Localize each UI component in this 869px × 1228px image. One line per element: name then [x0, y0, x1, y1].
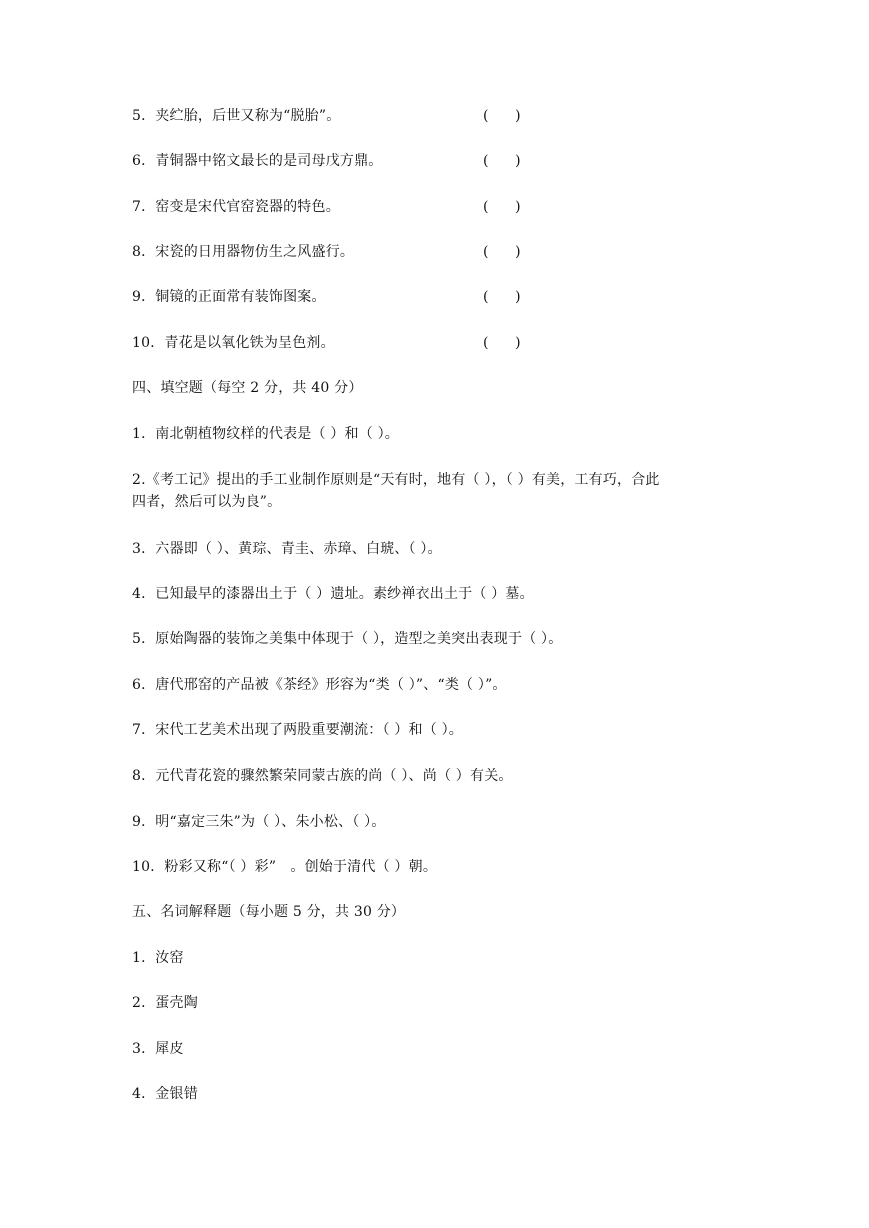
section-heading-definitions: 五、名词解释题（每小题 5 分，共 30 分）	[132, 904, 406, 920]
tf-item-6: 6．青铜器中铭文最长的是司母戊方鼎。	[132, 153, 383, 169]
definition-item-3: 3．犀皮	[132, 1041, 184, 1057]
fill-blank-item-6: 6．唐代邢窑的产品被《茶经》形容为“类（ ）”、“类（ ）”。	[132, 677, 507, 693]
fill-blank-item-3: 3．六器即（ ）、黄琮、青圭、赤璋、白琥、（ ）。	[132, 541, 442, 557]
tf-item-8: 8．宋瓷的日用器物仿生之风盛行。	[132, 244, 355, 260]
fill-blank-item-2: 2.《考工记》提出的手工业制作原则是“天有时，地有（ ），（ ）有美，工有巧，合此	[132, 472, 660, 488]
section-heading-fill-blank: 四、填空题（每空 2 分，共 40 分）	[132, 380, 363, 396]
definition-item-2: 2．蛋壳陶	[132, 995, 198, 1011]
tf-item-9: 9．铜镜的正面常有装饰图案。	[132, 289, 326, 305]
tf-answer-paren-10[interactable]: ( )	[483, 335, 521, 351]
fill-blank-item-2-continuation: 四者，然后可以为良”。	[132, 494, 282, 510]
tf-answer-paren-8[interactable]: ( )	[483, 244, 521, 260]
tf-answer-paren-6[interactable]: ( )	[483, 153, 521, 169]
tf-item-10: 10．青花是以氧化铁为呈色剂。	[132, 335, 335, 351]
fill-blank-item-7: 7．宋代工艺美术出现了两股重要潮流：（ ）和（ ）。	[132, 722, 464, 738]
fill-blank-item-4: 4．已知最早的漆器出土于（ ）遗址。素纱禅衣出土于（ ）墓。	[132, 586, 534, 602]
tf-answer-paren-9[interactable]: ( )	[483, 289, 521, 305]
fill-blank-item-5: 5．原始陶器的装饰之美集中体现于（ ），造型之美突出表现于（ ）。	[132, 631, 563, 647]
tf-answer-paren-7[interactable]: ( )	[483, 199, 521, 215]
fill-blank-item-8: 8．元代青花瓷的骤然繁荣同蒙古族的尚（ ）、尚（ ）有关。	[132, 768, 513, 784]
fill-blank-item-1: 1．南北朝植物纹样的代表是（ ）和（ ）。	[132, 426, 400, 442]
fill-blank-item-9: 9．明“嘉定三朱”为（ ）、朱小松、（ ）。	[132, 814, 386, 830]
definition-item-1: 1．汝窑	[132, 950, 184, 966]
definition-item-4: 4．金银错	[132, 1086, 198, 1102]
tf-answer-paren-5[interactable]: ( )	[483, 108, 521, 124]
fill-blank-item-10: 10．粉彩又称“（ ）彩” 。创始于清代（ ）朝。	[132, 859, 438, 875]
tf-item-5: 5．夹纻胎，后世又称为“脱胎”。	[132, 108, 341, 124]
tf-item-7: 7．窑变是宋代官窑瓷器的特色。	[132, 199, 340, 215]
